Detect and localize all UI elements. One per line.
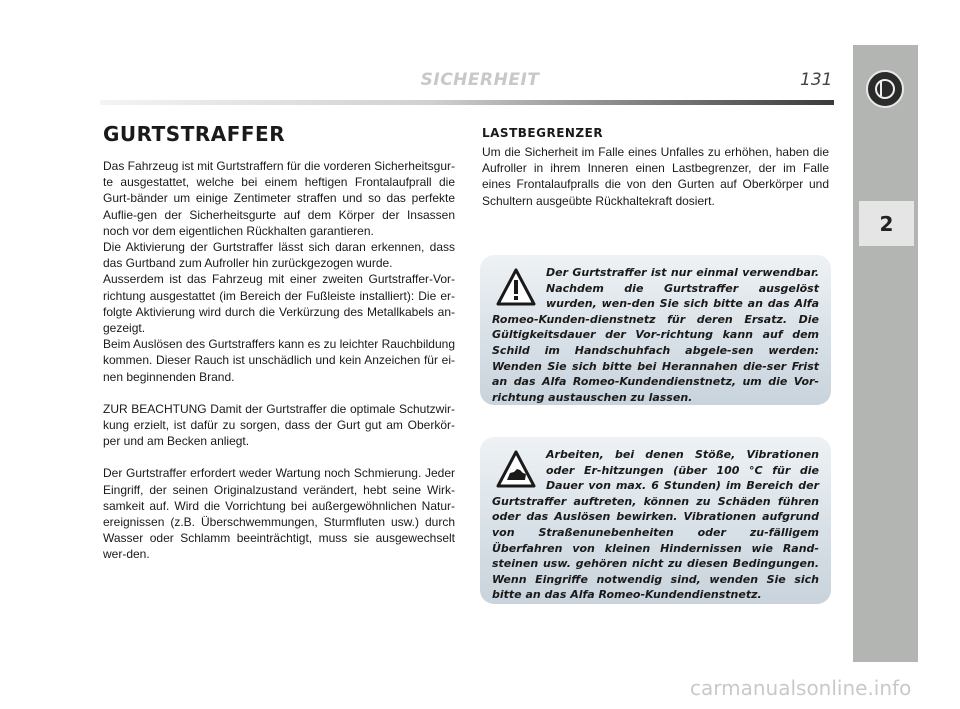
warning-box: [480, 255, 831, 405]
watermark: carmanualsonline.info: [690, 676, 912, 700]
subsection-title: LASTBEGRENZER: [482, 126, 604, 140]
spacer: [103, 385, 455, 401]
caution-text: Arbeiten, bei denen Stöße, Vibrationen oder Er-hitzungen (über 100 °C für die Dauer von max. 6 Stunden) im Bereich der Gurtstraffer auftreten, können zu Schäden führen oder das Auslösen bewirken. Vibrationen aufgrund von Straßenunebenheiten oder zu-fälligem Überfahren von kleinen Hindernissen wie Rand-steinen usw. gehören nicht zu diesen Bedingungen. Wenn Eingriffe notwendig sind, wenden Sie sich bitte an das Alfa Romeo-Kundendienstnetz.: [492, 448, 819, 602]
paragraph: Ausserdem ist das Fahrzeug mit einer zweiten Gurtstraffer-Vor-richtung ausgestattet (im Bereich der Fußleiste installiert): Die er-folgte Aktivierung wird durch die Verkürzung des Metallkabels an-gezeigt.: [103, 272, 455, 336]
note-paragraph: ZUR BEACHTUNG Damit der Gurtstraffer die optimale Schutzwir-kung erzielt, ist dafür zu sorgen, dass der Gurt gut am Oberkör-per und am Becken anliegt.: [103, 401, 455, 449]
warning-text: Der Gurtstraffer ist nur einmal verwendbar. Nachdem die Gurtstraffer ausgelöst wurden, wen-den Sie sich bitte an das Alfa Romeo-Kunden-dienstnetz für deren Ersatz. Die Gültigkeitsdauer der Vor-richtung kann auf dem Schild im Handschuhfach abgele-sen werden: Wenden Sie sich bitte bei Herannahen die-ser Frist an das Alfa Romeo-Kundendienstnetz, um die Vor-richtung austauschen zu lassen.: [492, 266, 819, 404]
logo-cross: [880, 80, 882, 96]
right-column: [482, 126, 829, 209]
caution-box: [480, 437, 831, 604]
page-header-title: SICHERHEIT: [420, 70, 540, 90]
header-rule: [100, 100, 834, 105]
paragraph: Das Fahrzeug ist mit Gurtstraffern für die vorderen Sicherheitsgur-te ausgestattet, welche bei einem heftigen Frontalaufprall die Gurt-bänder um einige Zentimeter straffen und so das perfekte Auflie-gen der Sicherheitsgurte auf dem Körper der Insassen noch vor dem eigentlichen Rückhalten garantieren.: [103, 159, 455, 238]
paragraph: Um die Sicherheit im Falle eines Unfalles zu erhöhen, haben die Aufroller in ihrem Inneren einen Lastbegrenzer, der im Falle eines Frontalaufpralls die von den Gurten auf Oberkörper und Schultern ausgeübte Rückhaltekraft dosiert.: [482, 145, 829, 208]
chapter-side-tab: [853, 45, 918, 662]
section-title: GURTSTRAFFER: [103, 122, 286, 146]
paragraph: Die Aktivierung der Gurtstraffer lässt sich daran erkennen, dass das Gurtband zum Aufroller hin zurückgezogen wurde.: [103, 240, 455, 271]
page-number: 131: [800, 70, 833, 90]
alfa-romeo-logo-icon: [866, 70, 904, 108]
logo-ring: [875, 79, 895, 99]
spacer: [103, 449, 455, 465]
chapter-number: 2: [859, 201, 914, 246]
warning-triangle-icon: [496, 267, 536, 307]
hand-caution-triangle-icon: [496, 449, 536, 489]
paragraph: Der Gurtstraffer erfordert weder Wartung noch Schmierung. Jeder Eingriff, der seinen Originalzustand verändert, hebt seine Wirk-samkeit auf. Wird die Vorrichtung bei außergewöhnlichen Natur-ereignissen (z.B. Überschwemmungen, Sturmfluten usw.) durch Wasser oder Schlamm beeinträchtigt, muss sie ausgewechselt wer-den.: [103, 466, 455, 562]
left-column: [103, 122, 455, 563]
paragraph: Beim Auslösen des Gurtstraffers kann es zu leichter Rauchbildung kommen. Dieser Rauch ist unschädlich und kein Anzeichen für ei-nen beginnenden Brand.: [103, 337, 455, 384]
